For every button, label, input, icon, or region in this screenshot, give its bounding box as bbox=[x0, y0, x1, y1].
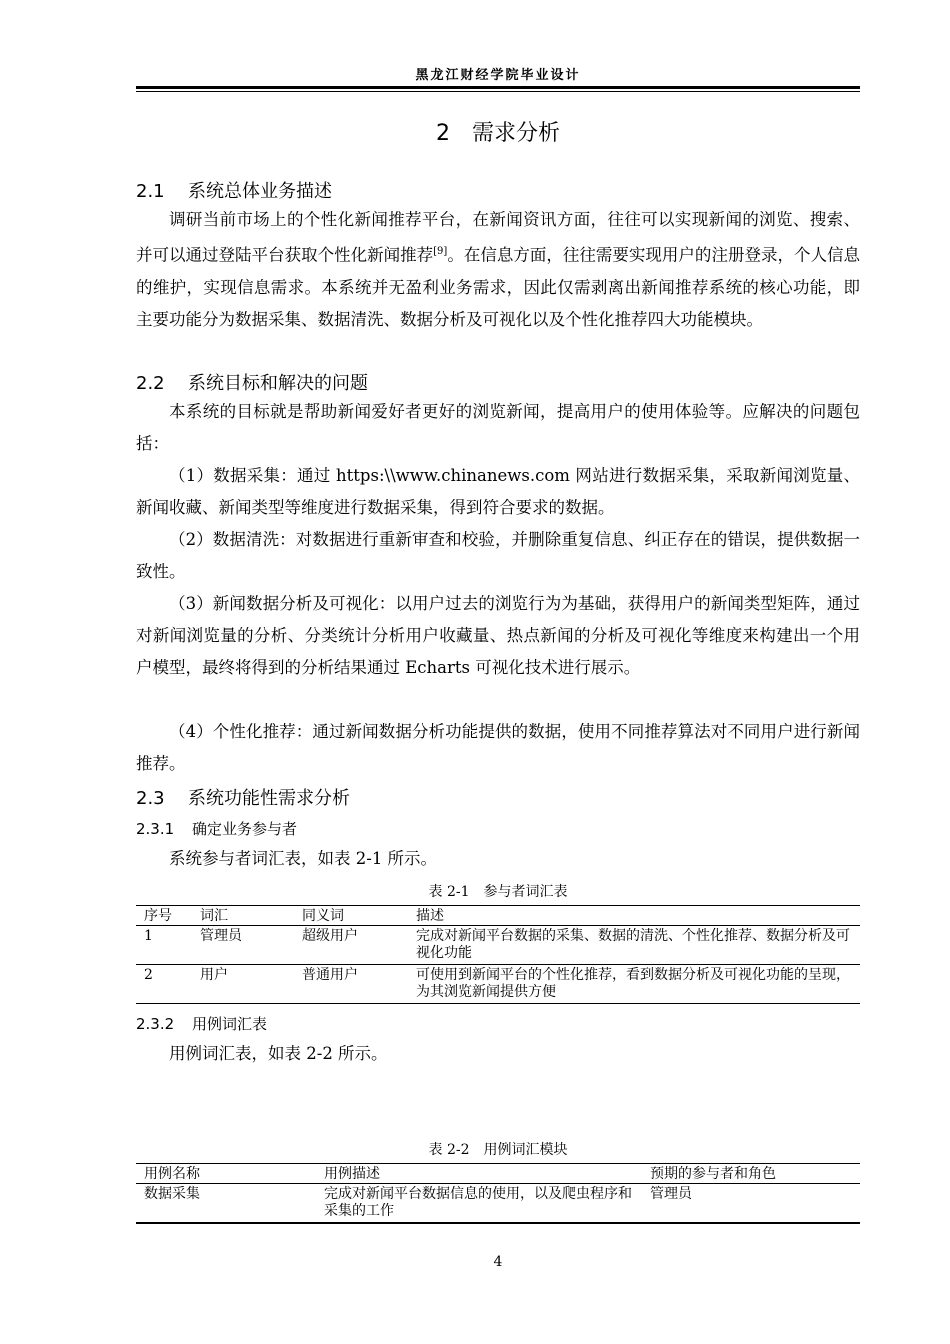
table-cell: 管理员 bbox=[192, 926, 294, 965]
paragraph-item-3: （3）新闻数据分析及可视化：以用户过去的浏览行为为基础，获得用户的新闻类型矩阵，通过对新闻浏览量的分析、分类统计分析用户收藏量、热点新闻的分析及可视化等维度来构建出一个用户模型，最终将得到的分析结果通过 Echarts 可视化技术进行展示。 bbox=[136, 594, 860, 677]
header-rule-thin bbox=[136, 91, 860, 92]
table-cell: 用户 bbox=[192, 965, 294, 1004]
header-rule-thick bbox=[136, 86, 860, 89]
paragraph-business-description bbox=[136, 204, 860, 336]
table-cell: 1 bbox=[136, 926, 192, 965]
section-2-1-heading bbox=[136, 177, 332, 203]
section-number: 2.3.1 bbox=[136, 820, 175, 838]
use-case-glossary-table bbox=[136, 1163, 860, 1224]
column-header: 词汇 bbox=[192, 906, 294, 926]
table-row bbox=[136, 926, 860, 965]
table-row bbox=[136, 965, 860, 1004]
column-header: 用例名称 bbox=[136, 1164, 316, 1184]
table-cell: 超级用户 bbox=[294, 926, 408, 965]
table2-caption: 表 2-2 用例词汇模块 bbox=[428, 1142, 568, 1158]
section-title: 确定业务参与者 bbox=[192, 820, 298, 838]
section-number: 2.2 bbox=[136, 373, 165, 394]
chapter-title bbox=[136, 116, 860, 147]
column-header: 描述 bbox=[408, 906, 860, 926]
paragraph-item-2: （2）数据清洗：对数据进行重新审查和校验，并删除重复信息、纠正存在的错误，提供数据一致性。 bbox=[136, 530, 860, 581]
column-header: 序号 bbox=[136, 906, 192, 926]
participant-glossary-table bbox=[136, 905, 860, 1004]
table-header-row bbox=[136, 906, 860, 926]
page-header: 黑龙江财经学院毕业设计 bbox=[415, 68, 581, 83]
section-title: 系统总体业务描述 bbox=[188, 181, 332, 202]
section-2-3-heading bbox=[136, 784, 350, 810]
section-2-3-2-heading bbox=[136, 1013, 267, 1034]
paragraph-goals: 本系统的目标就是帮助新闻爱好者更好的浏览新闻，提高用户的使用体验等。应解决的问题包括： bbox=[136, 402, 860, 453]
table-cell: 管理员 bbox=[650, 1186, 692, 1202]
paragraph-text: 。在信息方面，往往需要实现用户的注册登录，个人信息的维护，实现信息需求。本系统并无盈利业务需求，因此仅需剥离出新闻推荐系统的核心功能，即主要功能分为数据采集、数据清洗、数据分析及可视化以及个性化推荐四大功能模块。 bbox=[136, 245, 861, 329]
column-header: 预期的参与者和角色 bbox=[642, 1164, 860, 1184]
citation-ref: [9] bbox=[433, 246, 448, 257]
table-cell: 普通用户 bbox=[294, 965, 408, 1004]
section-title: 系统功能性需求分析 bbox=[188, 788, 350, 809]
section-number: 2.3.2 bbox=[136, 1015, 175, 1033]
table-cell: 完成对新闻平台数据信息的使用，以及爬虫程序和采集的工作 bbox=[324, 1186, 632, 1219]
paragraph-table1-intro: 系统参与者词汇表，如表 2-1 所示。 bbox=[169, 849, 438, 868]
section-2-2-heading bbox=[136, 369, 368, 395]
paragraph-item-1: （1）数据采集：通过 https:\\www.chinanews.com 网站进行数据采集，采取新闻浏览量、新闻收藏、新闻类型等维度进行数据采集，得到符合要求的数据。 bbox=[136, 466, 860, 517]
section-title: 系统目标和解决的问题 bbox=[188, 373, 368, 394]
section-title: 用例词汇表 bbox=[192, 1015, 268, 1033]
paragraph-item-4: （4）个性化推荐：通过新闻数据分析功能提供的数据，使用不同推荐算法对不同用户进行新闻推荐。 bbox=[136, 722, 860, 773]
section-number: 2.3 bbox=[136, 788, 165, 809]
paragraph-table2-intro: 用例词汇表，如表 2-2 所示。 bbox=[169, 1044, 388, 1063]
table-cell: 2 bbox=[136, 965, 192, 1004]
page-number: 4 bbox=[493, 1254, 503, 1270]
chapter-name: 需求分析 bbox=[471, 121, 560, 146]
section-2-3-1-heading bbox=[136, 818, 297, 839]
table1-caption: 表 2-1 参与者词汇表 bbox=[428, 884, 568, 900]
table-row bbox=[136, 1184, 860, 1224]
table-cell: 可使用到新闻平台的个性化推荐，看到数据分析及可视化功能的呈现，为其浏览新闻提供方便 bbox=[408, 965, 860, 1004]
column-header: 用例描述 bbox=[316, 1164, 642, 1184]
table-header-row bbox=[136, 1164, 860, 1184]
section-number: 2.1 bbox=[136, 181, 165, 202]
chapter-number: 2 bbox=[435, 121, 450, 146]
table-cell: 完成对新闻平台数据的采集、数据的清洗、个性化推荐、数据分析及可视化功能 bbox=[408, 926, 860, 965]
paragraph-text: 调研当前市场上的个性化新闻推荐平台，在新闻资讯方面，往往可以实现新闻的浏览、搜索、并可以通过登陆平台获取个性化新闻推荐 bbox=[136, 210, 860, 265]
table-cell: 数据采集 bbox=[144, 1186, 200, 1202]
column-header: 同义词 bbox=[294, 906, 408, 926]
